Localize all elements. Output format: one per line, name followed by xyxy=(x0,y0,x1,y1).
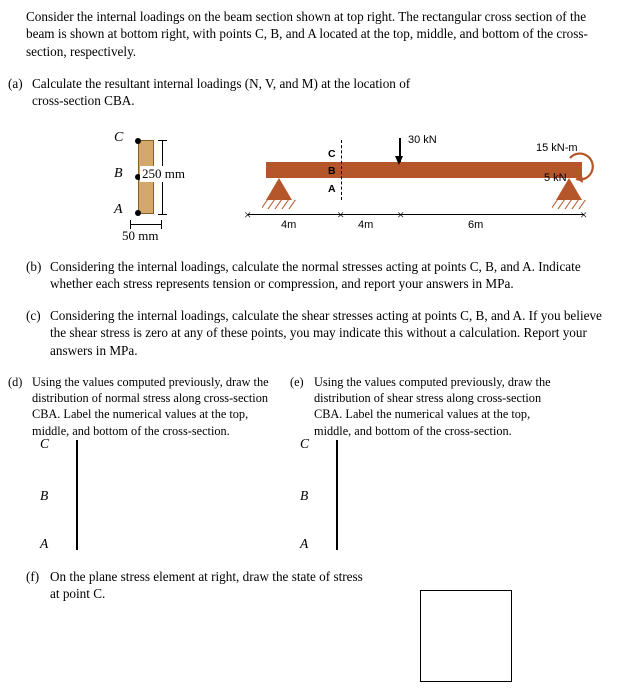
dimension-line xyxy=(248,214,584,215)
part-e-label: (e) xyxy=(290,375,304,389)
beam-label-a: A xyxy=(328,183,336,195)
part-b xyxy=(26,258,606,293)
point-load-label: 30 kN xyxy=(408,134,437,146)
width-dim-line xyxy=(130,224,162,225)
width-dim-tick-right xyxy=(161,220,162,229)
cross-section-point-c-dot xyxy=(135,138,141,144)
moment-label: 15 kN-m xyxy=(536,142,578,154)
stress-element-square[interactable] xyxy=(420,590,512,682)
cross-section-label-c: C xyxy=(114,130,124,145)
part-c-label: (c) xyxy=(26,308,41,323)
dim-end-right: × xyxy=(580,207,588,222)
cross-section-label-b: B xyxy=(114,166,123,181)
dim-end-left: × xyxy=(244,207,252,222)
dim-mark-2: × xyxy=(397,207,405,222)
dimension-label-0: 4m xyxy=(281,219,297,231)
part-a xyxy=(8,75,438,110)
beam-body xyxy=(266,162,582,178)
beam-figure xyxy=(236,126,616,248)
part-b-text: Considering the internal loadings, calculate the normal stresses acting at points C, B, and A. Indicate whether each stress represents tension or compression, and report your answers in MPa. xyxy=(50,259,581,292)
part-b-label: (b) xyxy=(26,259,42,274)
part-a-label: (a) xyxy=(8,76,23,91)
part-e-text: Using the values computed previously, draw the distribution of shear stress along cross-section CBA. Label the numerical values at the top, middle, and bottom of the cross-section. xyxy=(314,375,551,438)
cross-section-label-a: A xyxy=(114,202,123,217)
cross-section-point-a-dot xyxy=(135,210,141,216)
answer-axis-d[interactable] xyxy=(40,436,160,560)
axis-e-label-c: C xyxy=(300,436,310,451)
support-left xyxy=(266,178,292,200)
part-d-text: Using the values computed previously, draw the distribution of normal stress along cross-section CBA. Label the numerical values at the top, middle, and bottom of the cross-section. xyxy=(32,375,269,438)
part-c xyxy=(26,307,606,359)
axis-d-label-c: C xyxy=(40,436,50,451)
height-dim-tick-bottom xyxy=(158,214,167,215)
support-right xyxy=(556,178,582,200)
dim-mark-1: × xyxy=(337,207,345,222)
part-f-text: On the plane stress element at right, draw the state of stress at point C. xyxy=(50,569,363,602)
part-d xyxy=(8,374,288,439)
dimension-label-2: 6m xyxy=(468,219,484,231)
part-f xyxy=(26,568,366,603)
height-dim-tick-top xyxy=(158,140,167,141)
part-f-label: (f) xyxy=(26,569,40,584)
point-load-arrow-head xyxy=(395,156,403,165)
axis-e-label-b: B xyxy=(300,488,309,503)
part-c-text: Considering the internal loadings, calculate the shear stresses acting at points C, B, and A. If you believe the shear stress is zero at any of these points, you may indicate this without a calculation. Report your answers in MPa. xyxy=(50,308,602,358)
cba-section-line xyxy=(341,140,342,200)
axis-d-label-b: B xyxy=(40,488,49,503)
axis-d-label-a: A xyxy=(40,536,49,551)
beam-label-b: B xyxy=(328,165,336,177)
answer-axis-e[interactable] xyxy=(300,436,420,560)
intro-paragraph: Consider the internal loadings on the beam section shown at top right. The rectangular cross section of the beam is shown at bottom right, with points C, B, and A located at the top, middle, and bottom of the cross-section, respectively. xyxy=(26,9,588,59)
support-left-hatch xyxy=(262,200,296,209)
axis-e-label-a: A xyxy=(300,536,309,551)
height-dim-label: 250 mm xyxy=(142,166,185,181)
axial-load-label: 5 kN xyxy=(544,172,567,184)
beam-label-c: C xyxy=(328,148,336,160)
part-a-text: Calculate the resultant internal loadings (N, V, and M) at the location of cross-section CBA. xyxy=(32,76,411,109)
axis-d-vertical-line xyxy=(76,440,78,550)
width-dim-label: 50 mm xyxy=(122,228,159,243)
part-e xyxy=(290,374,570,439)
axis-e-vertical-line xyxy=(336,440,338,550)
part-d-label: (d) xyxy=(8,375,23,389)
cross-section-figure xyxy=(96,130,226,245)
dimension-label-1: 4m xyxy=(358,219,374,231)
